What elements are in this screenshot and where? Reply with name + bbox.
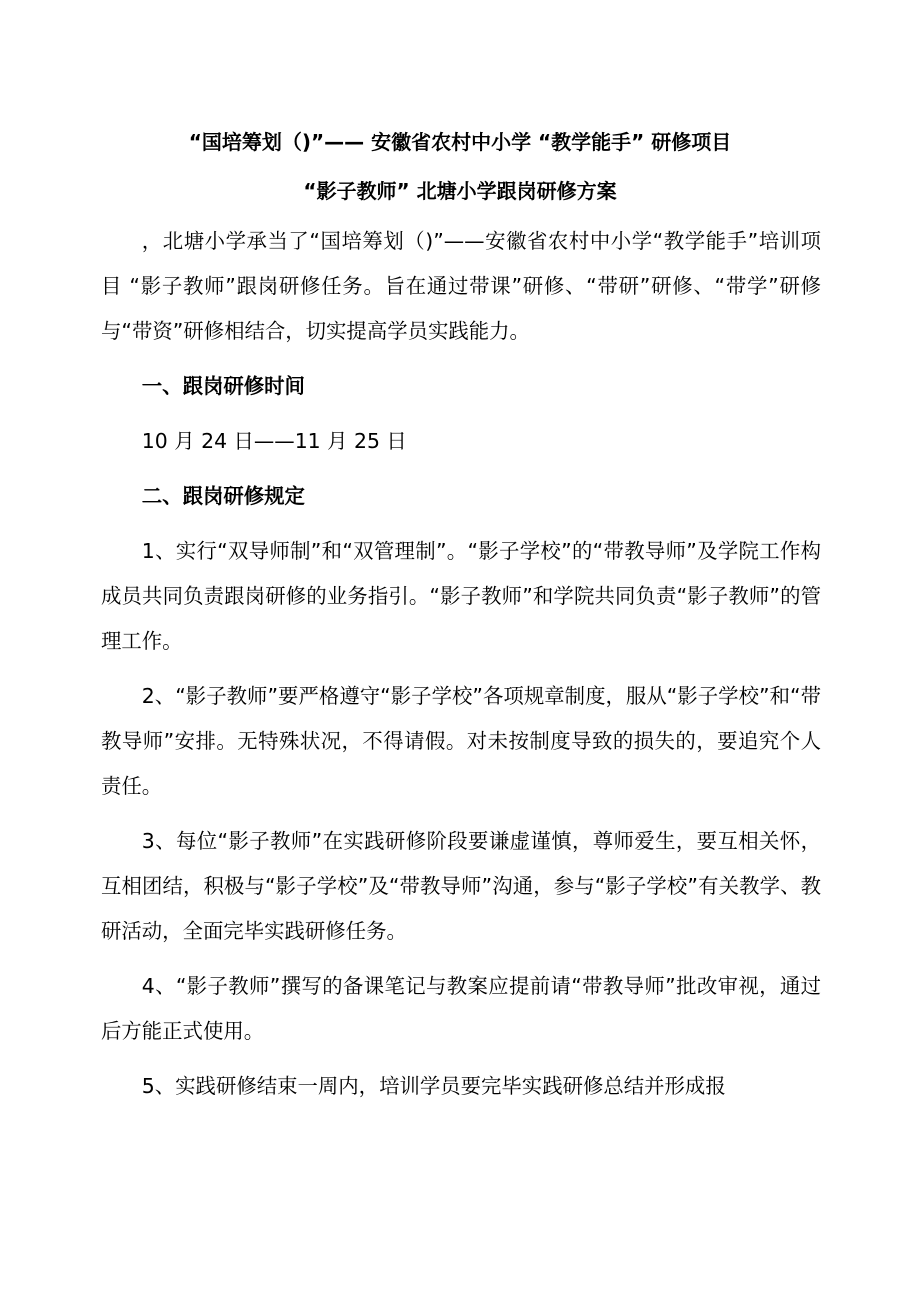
rule-paragraph-1: 1、实行“双导师制”和“双管理制”。“影子学校”的“带教导师”及学院工作构成员共同负责跟岗研修的业务指引。“影子教师”和学院共同负责“影子教师”的管理工作。 xyxy=(101,539,821,653)
section-heading-rules: 二、跟岗研修规定 xyxy=(141,484,305,508)
document-title-line-2: “影子教师” 北塘小学跟岗研修方案 xyxy=(303,179,617,203)
time-range-paragraph: 10 月 24 日——11 月 25 日 xyxy=(141,429,407,453)
intro-paragraph: ，北塘小学承当了“国培筹划（)”——安徽省农村中小学“教学能手”培训项目 “影子教师”跟岗研修任务。旨在通过带课”研修、“带研”研修、“带学”研修与“带资”研修相结合，切实提高学员实践能力。 xyxy=(101,229,821,343)
rule-paragraph-2: 2、“影子教师”要严格遵守“影子学校”各项规章制度，服从“影子学校”和“带教导师”安排。无特殊状况，不得请假。对未按制度导致的损失的，要追究个人责任。 xyxy=(101,684,821,798)
rule-paragraph-5: 5、实践研修结束一周内，培训学员要完毕实践研修总结并形成报 xyxy=(141,1074,726,1098)
section-heading-time: 一、跟岗研修时间 xyxy=(141,374,305,398)
rule-paragraph-3: 3、每位“影子教师”在实践研修阶段要谦虚谨慎，尊师爱生，要互相关怀，互相团结，积极与“影子学校”及“带教导师”沟通，参与“影子学校”有关教学、教研活动，全面完毕实践研修任务。 xyxy=(101,829,821,943)
rule-paragraph-4: 4、“影子教师”撰写的备课笔记与教案应提前请“带教导师”批改审视，通过后方能正式使用。 xyxy=(101,974,821,1043)
document-title-line-1: “国培筹划（)”—— 安徽省农村中小学 “教学能手” 研修项目 xyxy=(188,130,732,154)
document-body xyxy=(101,219,821,1119)
